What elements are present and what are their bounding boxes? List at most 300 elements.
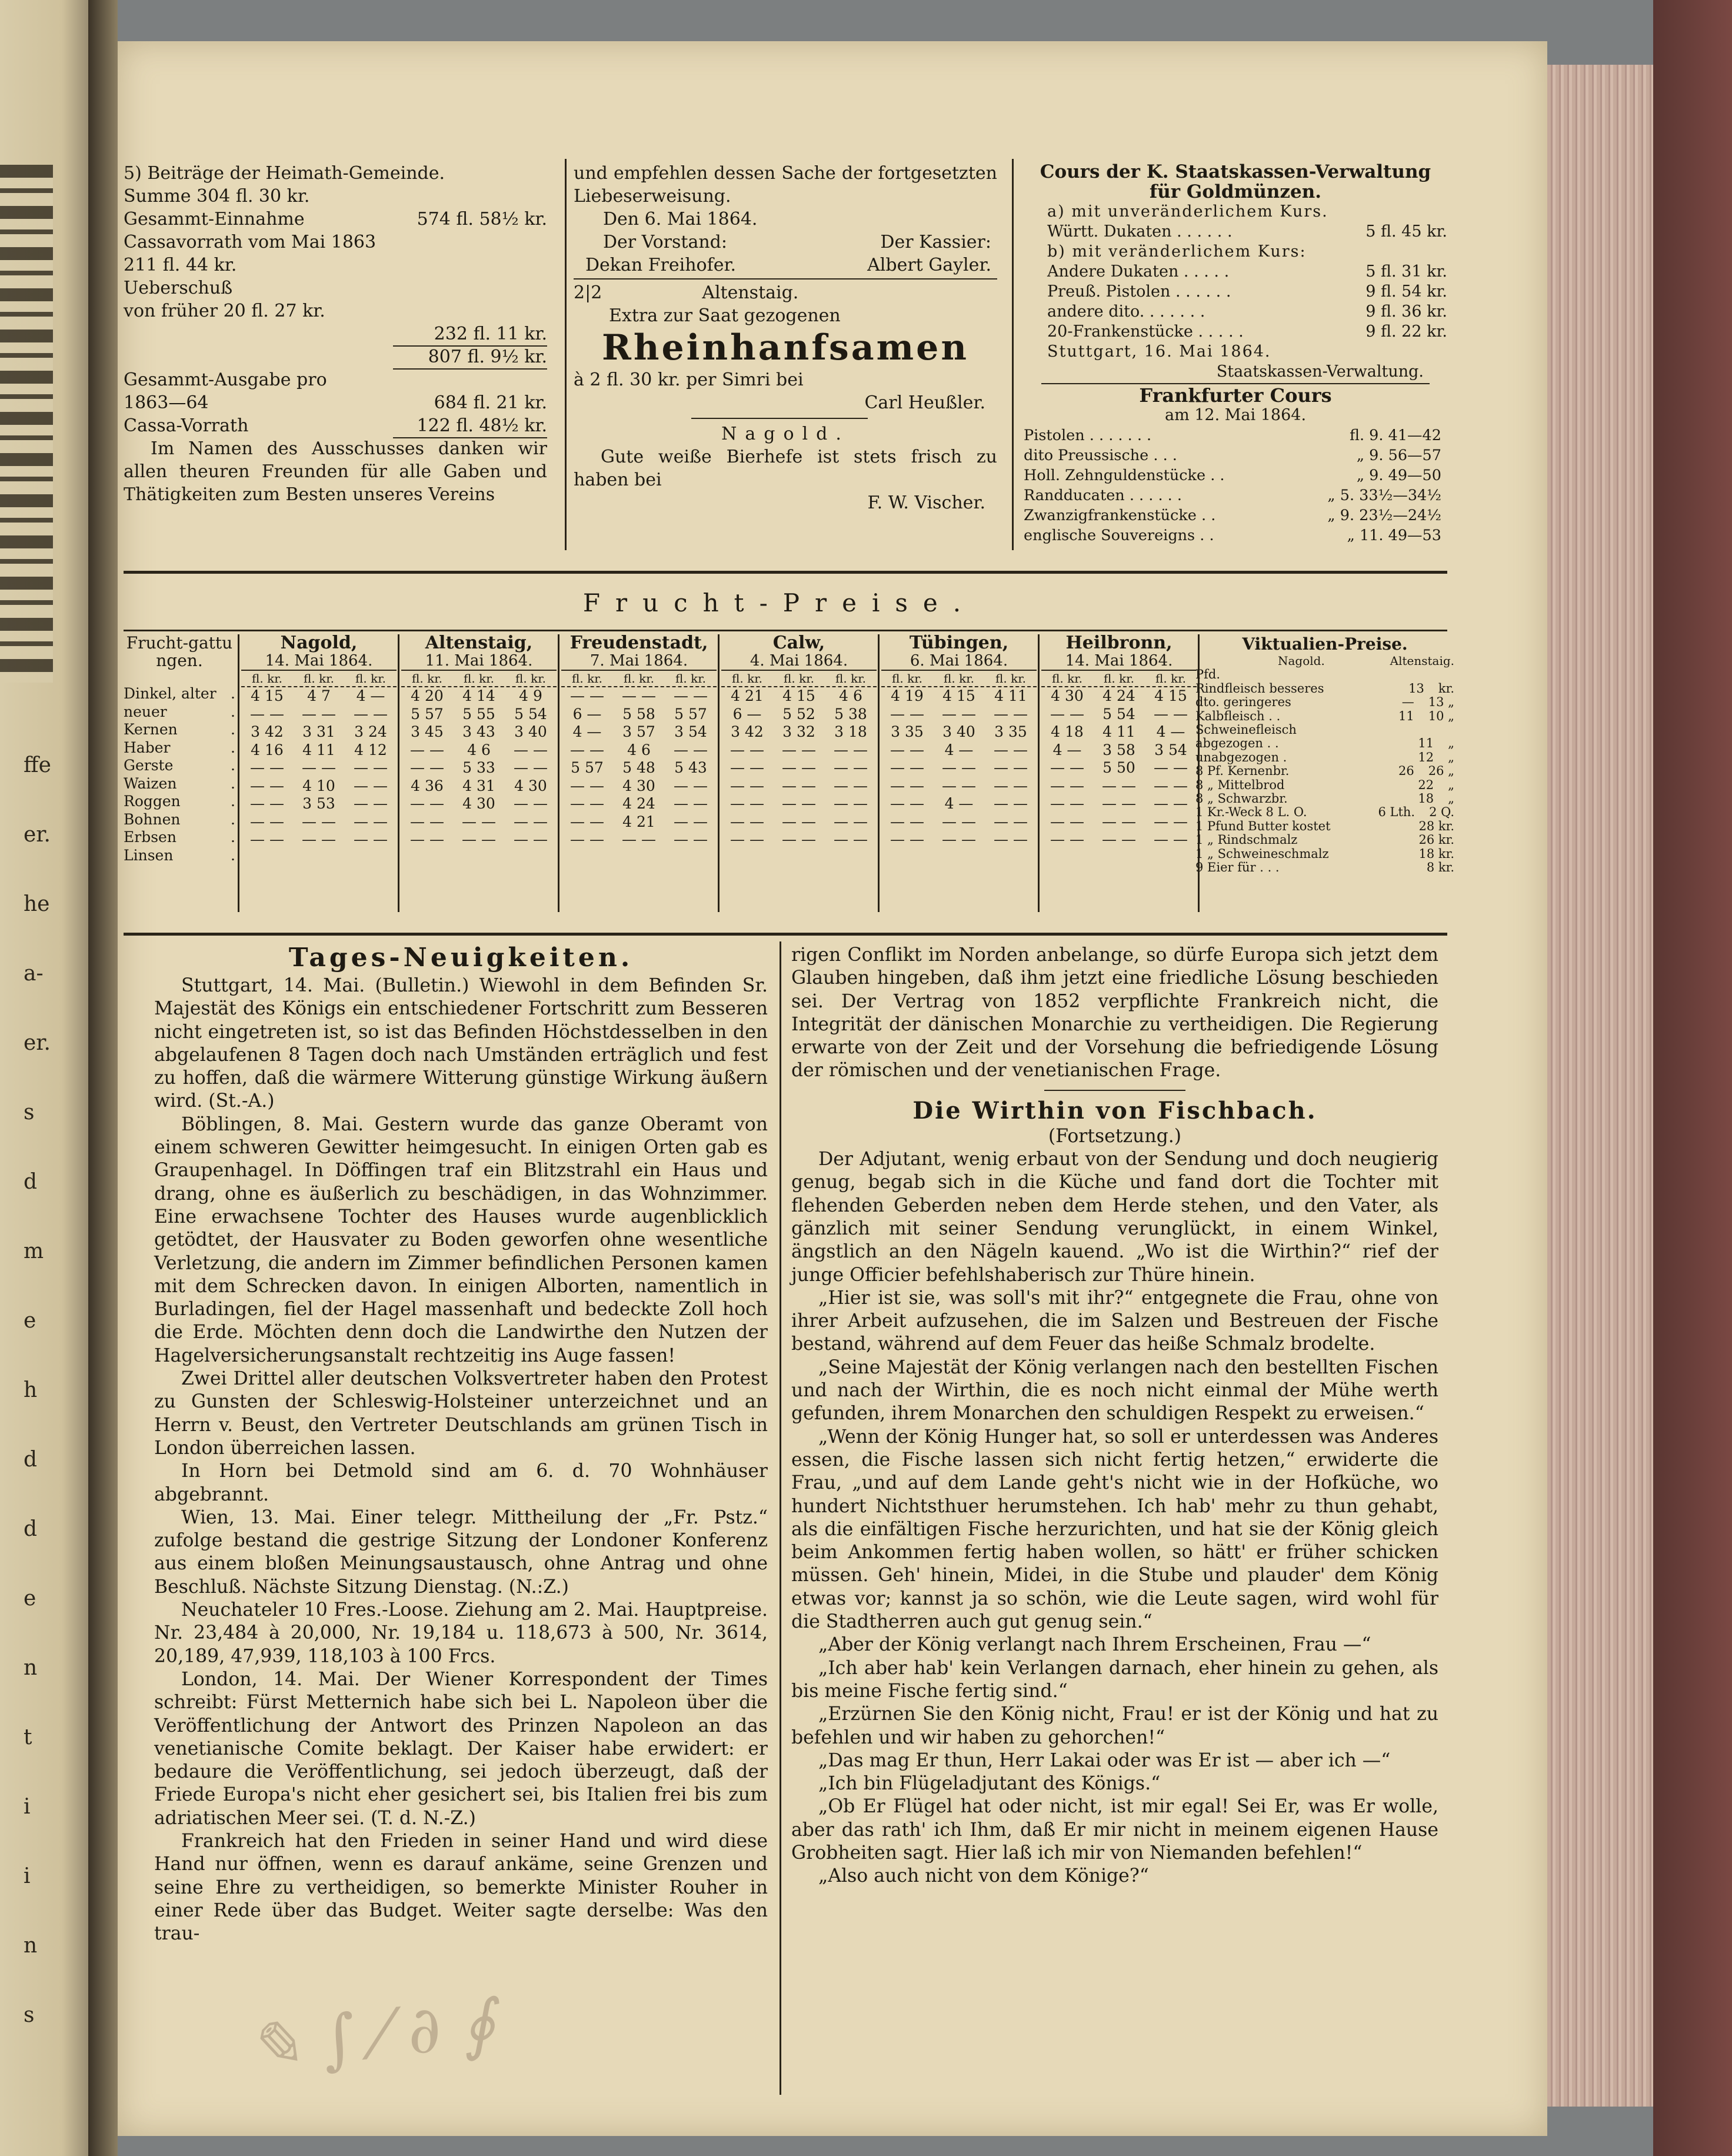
viktualien-row (1195, 682, 1454, 696)
cours-title: Cours der K. Staatskassen-Verwaltung (1040, 161, 1431, 182)
price-cell: — — (994, 831, 1028, 848)
price-cell: — — (302, 759, 336, 776)
cours-value: 9 fl. 22 kr. (1365, 322, 1447, 341)
report-column (124, 162, 547, 506)
price-cell: — — (1050, 777, 1084, 794)
price-row (561, 795, 717, 813)
ffm-label: Zwanzigfrankenstücke . . (1024, 507, 1216, 524)
prev-page-fragment: h (24, 1378, 38, 1402)
price-cell: 3 32 (782, 723, 815, 740)
viktualien-altenstaig: 8 kr. (1426, 860, 1454, 875)
prev-page-fragment: d (24, 1448, 38, 1472)
price-cell: 4 15 (942, 687, 975, 704)
viktualien-values (1418, 737, 1454, 750)
ad-place: Altenstaig. (702, 282, 799, 303)
price-cell: — — (1102, 831, 1136, 848)
price-row (241, 795, 397, 813)
gattung-row (124, 793, 235, 811)
price-cell: — — (354, 759, 388, 776)
price-cell: — — (674, 831, 708, 848)
unit-label: fl. kr. (464, 671, 494, 686)
gattung-dots: . (231, 703, 235, 720)
sum-rule-2 (393, 368, 547, 370)
price-cell: — — (302, 831, 336, 848)
section-rule (124, 571, 1447, 574)
report-row (124, 300, 547, 322)
report-row (124, 414, 547, 437)
price-cell: 3 42 (731, 723, 764, 740)
unit-label: fl. kr. (515, 671, 546, 686)
price-cell: 3 31 (302, 723, 335, 740)
news-paragraph: Zwei Drittel aller deutschen Volksvertreter haben den Protest zu Gunsten der Schleswig-Holsteiner unterzeichnet und an Herrn v. Beust, den Vertreter Deutschlands am grünen Tisch in London überreichen lassen. (154, 1368, 768, 1459)
news-paragraph: Neuchateler 10 Fres.-Loose. Ziehung am 2. Mai. Hauptpreise. Nr. 23,484 à 20,000, Nr. 19,184 u. 118,673 à 500, Nr. 3614, 20,189, 47,939, 118,103 à 100 Frcs. (154, 1599, 768, 1667)
market-name: Nagold, (280, 633, 358, 653)
gattung-row (124, 703, 235, 721)
story-paragraph: „Erzürnen Sie den König nicht, Frau! er ist der König und hat zu befehlen und wir haben zu gehorchen!“ (791, 1703, 1438, 1748)
price-cell: — — (410, 831, 444, 848)
price-cell: 3 43 (462, 723, 495, 740)
market-units (561, 671, 717, 687)
ffm-label: Holl. Zehnguldenstücke . . (1024, 467, 1225, 484)
market-units (241, 671, 397, 687)
ffm-row (1024, 465, 1441, 485)
price-row (721, 706, 877, 724)
report-row (124, 231, 547, 254)
ffm-row (1024, 525, 1441, 545)
viktualien-altenstaig: 13 „ (1428, 695, 1454, 710)
price-cell: 3 54 (1154, 741, 1187, 758)
news-right-column (791, 944, 1438, 1888)
price-cell: — — (1154, 813, 1188, 830)
viktualien-item: 8 „ Mittelbrod (1195, 777, 1285, 792)
news-paragraph: In Horn bei Detmold sind am 6. d. 70 Wohnhäuser abgebrannt. (154, 1460, 768, 1505)
viktualien-item: 1 „ Rindschmalz (1195, 833, 1298, 847)
price-cell: — — (994, 813, 1028, 830)
price-row (401, 831, 557, 849)
story-paragraph: „Aber der König verlangt nach Ihrem Erscheinen, Frau —“ (818, 1634, 1371, 1656)
price-cell: — — (674, 813, 708, 830)
notice-intro: und empfehlen dessen Sache der fortgesetzten Liebeserweisung. (574, 163, 997, 207)
price-cell: — — (570, 741, 604, 758)
market-name: Heilbronn, (1065, 633, 1173, 653)
gattung-row (124, 829, 235, 847)
gattung-name: Linsen (124, 846, 174, 864)
price-row (401, 813, 557, 831)
prev-page-fragment: i (24, 1795, 31, 1819)
price-cell: 4 11 (1103, 723, 1135, 740)
viktualien-row (1195, 820, 1454, 833)
prev-page-fragment: er. (24, 1031, 51, 1055)
price-cell: — — (834, 795, 868, 812)
price-cell: — — (302, 705, 336, 723)
viktualien-row (1195, 847, 1454, 861)
price-row (1041, 813, 1197, 831)
price-row (881, 831, 1037, 849)
viktualien-values (1418, 792, 1454, 806)
cours-value: 5 fl. 45 kr. (1365, 222, 1447, 241)
unit-label: fl. kr. (624, 671, 654, 686)
price-cell: — — (1050, 759, 1084, 776)
price-cell: — — (354, 705, 388, 723)
viktualien-altenstaig: 2 Q. (1429, 805, 1454, 820)
price-row (1041, 777, 1197, 796)
gattung-header: Frucht-gattungen. (126, 633, 233, 670)
unit-label: fl. kr. (675, 671, 706, 686)
price-cell: — — (570, 795, 604, 812)
price-cell: 4 20 (411, 687, 444, 704)
price-cell: 3 53 (302, 795, 335, 812)
price-cell: 3 40 (514, 723, 547, 740)
viktualien-title: Viktualien-Preise. (1242, 634, 1408, 654)
ffm-row (1024, 425, 1441, 445)
price-cell: — — (250, 759, 284, 776)
previous-page-edge (0, 0, 90, 2156)
price-cell: — — (250, 795, 284, 812)
gattung-row (124, 739, 235, 757)
viktualien-nagold: 11 (1398, 708, 1414, 723)
prev-page-fragment: ffe (24, 753, 51, 777)
story-paragraph: „Seine Majestät der König verlangen nach den bestellten Fischen und nach der Wirthin, die es noch nicht einmal der Mühe werth gefunden, ihrem Monarchen den schuldigen Respekt zu erweisen.“ (791, 1356, 1438, 1425)
gattung-dots: . (231, 829, 235, 846)
report-label: von früher 20 fl. 27 kr. (124, 301, 325, 321)
viktualien-nagold: 6 Lth. (1378, 805, 1415, 820)
price-cell: — — (942, 705, 976, 723)
viktualien-values (1440, 723, 1454, 737)
price-cell: 3 24 (354, 723, 387, 740)
price-cell: — — (674, 741, 708, 758)
price-row (721, 723, 877, 741)
kassier-name: Albert Gayler. (867, 255, 991, 275)
price-cell: — — (250, 831, 284, 848)
market-rule (718, 634, 720, 912)
viktualien-nagold: 18 (1418, 791, 1434, 806)
cours-label: Andere Dukaten . . . . . (1047, 262, 1230, 281)
report-label: Gesammt-Einnahme (124, 209, 305, 229)
ad-separator-2 (691, 418, 868, 419)
viktualien-nagold: 11 (1418, 736, 1434, 751)
price-cell: 4 30 (622, 777, 655, 794)
gattung-column (124, 634, 235, 864)
news-section-title: Tages-Neuigkeiten. (288, 943, 634, 973)
prev-page-fragment: s (24, 2003, 35, 2027)
report-row (124, 322, 547, 345)
price-row (561, 759, 717, 777)
price-cell: 4 19 (891, 687, 924, 704)
viktualien-altenstaig: „ (1448, 750, 1454, 764)
price-cell: — — (410, 795, 444, 812)
prev-page-fragment: t (24, 1725, 32, 1749)
report-label: Summe 304 fl. 30 kr. (124, 186, 310, 207)
notices-column (574, 162, 997, 514)
ffm-row (1024, 505, 1441, 525)
price-row (561, 723, 717, 741)
gattung-dots: . (231, 810, 235, 828)
price-cell: — — (834, 759, 868, 776)
story-subtitle: (Fortsetzung.) (1048, 1125, 1182, 1147)
price-cell: — — (782, 759, 816, 776)
price-cell: — — (730, 813, 764, 830)
unit-label: fl. kr. (995, 671, 1026, 686)
notice-date: Den 6. Mai 1864. (603, 209, 758, 229)
cours-label: andere dito. . . . . . . (1047, 302, 1205, 321)
report-row (124, 277, 547, 300)
gattung-dots: . (231, 793, 235, 810)
report-value: 122 fl. 48½ kr. (417, 415, 547, 436)
vorstand-label: Der Vorstand: (603, 232, 727, 252)
prev-page-fragment: m (24, 1239, 44, 1263)
unit-label: fl. kr. (572, 671, 602, 686)
unit-label: fl. kr. (1155, 671, 1186, 686)
gattung-name: Dinkel, alter (124, 685, 216, 702)
viktualien-row (1195, 710, 1454, 723)
price-row (561, 831, 717, 849)
viktualien-item: Pfd. (1195, 667, 1221, 682)
gattung-name: Roggen (124, 793, 181, 810)
price-cell: 4 15 (1154, 687, 1187, 704)
gattung-dots: . (231, 774, 235, 792)
report-row (124, 162, 547, 185)
story-paragraph: „Also auch nicht von dem Könige?“ (818, 1865, 1149, 1887)
cours-signoff: Stuttgart, 16. Mai 1864. (1047, 342, 1271, 361)
story-paragraph: „Das mag Er thun, Herr Lakai oder was Er ist — aber ich —“ (818, 1749, 1391, 1771)
viktualien-row (1195, 764, 1454, 778)
cours-value: 9 fl. 36 kr. (1365, 302, 1447, 321)
ad2-place: Nagold. (721, 424, 850, 444)
prev-page-fragment: n (24, 1656, 38, 1680)
viktualien-altenstaig: 26 „ (1428, 764, 1454, 778)
prev-page-fragment: s (24, 1100, 35, 1124)
price-cell: — — (730, 777, 764, 794)
viktualien-table (1195, 634, 1454, 875)
price-cell: — — (730, 831, 764, 848)
viktualien-altenstaig: kr. (1438, 681, 1454, 696)
market-column (721, 634, 877, 849)
ad-seller: Carl Heußler. (864, 392, 985, 413)
price-cell: — — (730, 741, 764, 758)
price-cell: — — (942, 759, 976, 776)
unit-label: fl. kr. (1104, 671, 1134, 686)
prev-page-fragment: d (24, 1170, 38, 1194)
viktualien-values (1404, 847, 1454, 861)
price-cell: — — (730, 759, 764, 776)
price-row (881, 777, 1037, 796)
price-cell: — — (514, 795, 548, 812)
pencil-marking: ✎ ∫ ⁄ ∂ ∮ (244, 1985, 499, 2086)
price-cell: — — (834, 741, 868, 758)
price-cell: 4 15 (251, 687, 284, 704)
prev-page-fragment: e (24, 1586, 36, 1611)
market-rule (878, 634, 880, 912)
viktualien-item: Schweinefleisch (1195, 723, 1297, 737)
unit-label: fl. kr. (892, 671, 922, 686)
price-cell: — — (570, 777, 604, 794)
unit-label: fl. kr. (944, 671, 974, 686)
price-cell: 5 33 (462, 759, 495, 776)
news-paragraph: Böblingen, 8. Mai. Gestern wurde das ganze Oberamt von einem schweren Gewitter heimgesucht. In einigen Orten gab es Graupenhagel. In Döffingen traf ein Blitzstrahl ein Haus und drang, ohne es äußerlich zu beschädigen, in das Wohnzimmer. Eine erwachsene Tochter des Hauses wurde augenblicklich getödtet, der Hausvater zu Boden geworfen ohne wesentliche Verletzung, die andern im Zimmer befindlichen Personen kamen mit dem Schrecken davon. In einigen Alborten, namentlich in Burladingen, fiel der Hagel massenhaft und bedeckte Zoll hoch die Erde. Möchten denn doch die Landwirthe den Nutzen der Hagelversicherungsanstalt rechtzeitig ins Auge fassen! (154, 1113, 768, 1366)
market-name: Calw, (772, 633, 825, 653)
ffm-row (1024, 445, 1441, 465)
decorative-border (0, 165, 53, 683)
price-row (401, 723, 557, 741)
cours-authority: Staatskassen-Verwaltung. (1216, 362, 1424, 381)
market-name: Freudenstadt, (569, 633, 708, 653)
viktualien-row (1195, 833, 1454, 847)
prev-page-fragment: e (24, 1309, 36, 1333)
exchange-column (1024, 162, 1447, 545)
ffm-value: „ 5. 33½—34½ (1327, 487, 1441, 504)
gattung-name: Haber (124, 738, 171, 756)
ffm-label: englische Souvereigns . . (1024, 527, 1214, 544)
price-cell: 5 38 (834, 705, 867, 723)
cours-row (1047, 302, 1447, 322)
cours-row (1047, 322, 1447, 342)
report-row (124, 185, 547, 208)
price-cell: 4 31 (462, 777, 495, 794)
price-cell: 4 6 (467, 741, 491, 758)
price-cell: — — (302, 813, 336, 830)
story-paragraph: „Wenn der König Hunger hat, so soll er unterdessen was Anderes essen, die Fische lassen sich nicht fertig hetzen,“ erwiderte die Frau, „und auf dem Lande geht's nicht wie in der Hofküche, wo hundert Nichtsthuer herumstehen. Ich hab' mehr zu thun gehabt, als die einfältigen Fische herzurichten, und hat sie der König gleich beim Ankommen fertig haben wollen, so hätt' er früher schicken müssen. Geh' hinein, Midei, in die Stube und plauder' dem König etwas vor; kannst ja so schön, wie die Leute sagen, wird wohl für die Stadtherren auch gut genug sein.“ (791, 1426, 1438, 1633)
gattung-row (124, 721, 235, 739)
prev-page-fragment: n (24, 1934, 38, 1958)
ffm-value: „ 9. 49—50 (1356, 467, 1441, 484)
price-cell: — — (570, 831, 604, 848)
price-cell: 3 40 (942, 723, 975, 740)
price-row (1041, 706, 1197, 724)
ffm-value: fl. 9. 41—42 (1349, 427, 1441, 444)
price-cell: — — (1102, 795, 1136, 812)
story-separator (1044, 1090, 1185, 1091)
price-row (241, 706, 397, 724)
viktualien-altenstaig: 18 kr. (1418, 846, 1454, 861)
viktualien-item: unabgezogen . (1195, 750, 1287, 764)
price-row (401, 706, 557, 724)
prev-page-fragment: i (24, 1864, 31, 1888)
price-cell: 3 18 (834, 723, 867, 740)
report-label: 211 fl. 44 kr. (124, 255, 237, 275)
price-cell: — — (622, 687, 656, 704)
price-row (881, 813, 1037, 831)
viktualien-values (1404, 833, 1454, 847)
price-cell: 4 21 (731, 687, 764, 704)
price-cell: — — (1050, 705, 1084, 723)
price-cell: 4 — (1156, 723, 1185, 740)
price-cell: — — (674, 795, 708, 812)
price-cell: — — (514, 813, 548, 830)
market-units (881, 671, 1037, 687)
price-row (401, 741, 557, 760)
report-value: 684 fl. 21 kr. (434, 392, 547, 413)
fruchtpreise-title: Frucht-Preise. (582, 588, 977, 617)
price-cell: — — (1154, 705, 1188, 723)
viktualien-nagold: 22 (1418, 777, 1434, 792)
price-cell: — — (730, 795, 764, 812)
price-cell: — — (410, 759, 444, 776)
price-row (721, 759, 877, 777)
prev-page-fragment: he (24, 892, 50, 916)
report-label: Cassavorrath vom Mai 1863 (124, 232, 377, 252)
viktualien-values (1418, 751, 1454, 764)
price-cell: — — (994, 795, 1028, 812)
price-cell: 4 — (572, 723, 602, 740)
gattung-row (124, 757, 235, 775)
price-cell: — — (1050, 813, 1084, 830)
viktualien-item: 8 Pf. Kernenbr. (1195, 764, 1290, 778)
price-row (401, 777, 557, 796)
price-cell: — — (1102, 777, 1136, 794)
ad-headline: Rheinhanfsamen (602, 327, 969, 368)
price-cell: — — (462, 831, 496, 848)
report-label: 5) Beiträge der Heimath-Gemeinde. (124, 163, 445, 184)
price-cell: 6 — (572, 705, 602, 723)
viktualien-altenstaig: „ (1448, 791, 1454, 806)
market-date: 6. Mai 1864. (881, 652, 1037, 671)
ad-line: Extra zur Saat gezogenen (609, 305, 841, 326)
price-cell: 5 43 (674, 759, 707, 776)
kassier-label: Der Kassier: (880, 232, 991, 252)
market-rule (238, 634, 239, 912)
price-row (1041, 831, 1197, 849)
price-cell: 4 6 (839, 687, 862, 704)
report-row (124, 368, 547, 391)
ffm-label: dito Preussische . . . (1024, 447, 1177, 464)
gattung-name: Gerste (124, 757, 174, 774)
report-label: Ueberschuß (124, 278, 233, 298)
cours-label: 20-Frankenstücke . . . . . (1047, 322, 1244, 341)
price-cell: 4 9 (519, 687, 542, 704)
vorstand-name: Dekan Freihofer. (585, 255, 737, 275)
price-cell: — — (890, 795, 924, 812)
ad-price: à 2 fl. 30 kr. per Simri bei (574, 370, 804, 390)
viktualien-values (1440, 668, 1454, 681)
price-cell: — — (890, 741, 924, 758)
price-cell: — — (462, 813, 496, 830)
gattung-name: Kernen (124, 721, 178, 738)
price-cell: — — (354, 831, 388, 848)
price-row (241, 723, 397, 741)
price-row (241, 687, 397, 706)
price-cell: 4 — (1052, 741, 1082, 758)
price-row (721, 813, 877, 831)
price-cell: — — (514, 831, 548, 848)
viktualien-row (1195, 778, 1454, 792)
price-cell: — — (1154, 831, 1188, 848)
price-cell: 4 — (944, 741, 974, 758)
viktualien-altenstaig: „ (1448, 777, 1454, 792)
ffm-value: „ 11. 49—53 (1347, 527, 1441, 544)
price-cell: 4 7 (307, 687, 331, 704)
price-cell: — — (994, 705, 1028, 723)
fruchtpreise-bottom-rule (124, 933, 1447, 936)
price-cell: — — (834, 831, 868, 848)
price-cell: — — (250, 813, 284, 830)
ad-marker: 2|2 (574, 282, 602, 303)
price-cell: — — (354, 813, 388, 830)
viktualien-row (1195, 751, 1454, 764)
price-cell: 3 58 (1103, 741, 1135, 758)
price-row (241, 759, 397, 777)
price-cell: — — (942, 777, 976, 794)
price-cell: 4 — (356, 687, 385, 704)
price-cell: 3 57 (622, 723, 655, 740)
viktualien-item: 9 Eier für . . . (1195, 860, 1280, 875)
cours-sub-b: b) mit veränderlichem Kurs: (1047, 242, 1307, 261)
price-cell: 4 11 (994, 687, 1027, 704)
price-cell: — — (994, 777, 1028, 794)
price-row (561, 813, 717, 831)
report-closing: Im Namen des Ausschusses danken wir allen theuren Freunden für alle Gaben und Thätigkeiten zum Besten unseres Vereins (124, 438, 547, 505)
price-row (1041, 687, 1197, 706)
price-cell: — — (514, 741, 548, 758)
